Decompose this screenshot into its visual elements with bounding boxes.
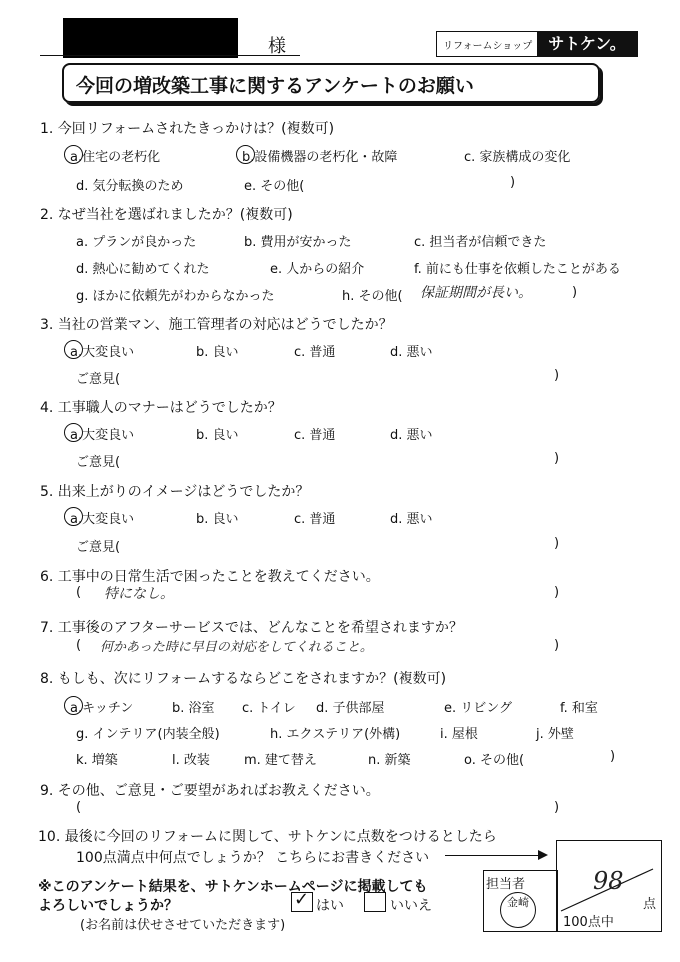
question-1: 1. 今回リフォームされたきっかけは？(複数可)	[40, 121, 335, 137]
q5-option-a: a.大変良い	[70, 512, 135, 527]
q8-option-a: a.キッチン	[70, 701, 134, 716]
name-underline	[40, 55, 300, 56]
q1-option-d: d. 気分転換のため	[76, 179, 184, 194]
q2-option-h-close: )	[572, 285, 578, 300]
q8-option-h: h. エクステリア(外構)	[270, 727, 401, 742]
question-4: 4. 工事職人のマナーはどうでしたか？	[40, 400, 282, 416]
q9-close: )	[554, 800, 560, 815]
q3-option-a: a.大変良い	[70, 345, 135, 360]
q1-option-c: c. 家族構成の変化	[464, 150, 571, 165]
q6-close: )	[554, 585, 560, 600]
question-9: 9. その他、ご意見・ご要望があればお教えください。	[40, 783, 380, 799]
q3-option-b: b. 良い	[196, 345, 239, 360]
staff-label: 担当者	[486, 877, 526, 892]
q4-option-c: c. 普通	[294, 428, 336, 443]
stamp-text: 金崎	[507, 896, 529, 909]
q8-option-e: e. リビング	[444, 701, 513, 716]
question-10-line1: 10. 最後に今回のリフォームに関して、サトケンに点数をつけるとしたら	[38, 829, 497, 845]
q3-option-d: d. 悪い	[390, 345, 433, 360]
q7-handwritten-answer: 何かあった時に早目の対応をしてくれること。	[100, 640, 373, 655]
staff-stamp	[500, 892, 536, 928]
q8-option-i: i. 屋根	[440, 727, 478, 742]
q9-open: (	[76, 800, 82, 815]
q3-opinion-close: )	[554, 368, 560, 383]
question-10-line2: 100点満点中何点でしょうか？ こちらにお書きください	[76, 850, 430, 866]
q8-option-o-close: )	[610, 749, 616, 764]
redacted-name	[63, 18, 238, 58]
check-mark: ✓	[294, 889, 310, 910]
q3-option-c: c. 普通	[294, 345, 336, 360]
question-5: 5. 出来上がりのイメージはどうでしたか？	[40, 484, 310, 500]
q3-opinion-label: ご意見(	[76, 372, 121, 387]
q2-option-h: h. その他(	[342, 289, 403, 304]
q8-option-n: n. 新築	[368, 753, 411, 768]
q4-opinion-close: )	[554, 451, 560, 466]
company-logo	[436, 31, 638, 57]
q5-opinion-label: ご意見(	[76, 540, 121, 555]
q6-open: (	[76, 585, 82, 600]
q5-option-b: b. 良い	[196, 512, 239, 527]
question-8: 8. もしも、次にリフォームするならどこをされますか？(複数可)	[40, 671, 447, 687]
q5-option-c: c. 普通	[294, 512, 336, 527]
publish-consent-line1: ※このアンケート結果を、サトケンホームページに掲載しても	[38, 879, 428, 895]
q2-handwritten-answer: 保証期間が長い。	[420, 285, 532, 301]
q2-option-d: d. 熱心に勧めてくれた	[76, 262, 210, 277]
question-6: 6. 工事中の日常生活で困ったことを教えてください。	[40, 569, 380, 585]
score-max: 100点中	[563, 915, 614, 930]
q1-option-e: e. その他(	[244, 179, 305, 194]
q8-option-k: k. 増築	[76, 753, 118, 768]
q5-option-d: d. 悪い	[390, 512, 433, 527]
staff-box	[483, 870, 558, 932]
q8-option-m: m. 建て替え	[244, 753, 317, 768]
q2-option-c: c. 担当者が信頼できた	[414, 235, 547, 250]
q4-opinion-label: ご意見(	[76, 455, 121, 470]
yes-label: はい	[316, 898, 344, 914]
q4-option-d: d. 悪い	[390, 428, 433, 443]
q2-option-e: e. 人からの紹介	[270, 262, 365, 277]
logo-small-text: リフォームショップ	[443, 41, 533, 52]
q8-option-o: o. その他(	[464, 753, 525, 768]
q6-handwritten-answer: 特になし。	[104, 586, 174, 602]
title-box	[62, 63, 600, 103]
q2-option-b: b. 費用が安かった	[244, 235, 352, 250]
yes-checkbox[interactable]	[291, 889, 313, 912]
q8-option-j: j. 外壁	[536, 727, 574, 742]
q7-close: )	[554, 638, 560, 653]
q4-option-b: b. 良い	[196, 428, 239, 443]
q7-open: (	[76, 638, 82, 653]
question-2: 2. なぜ当社を選ばれましたか？(複数可)	[40, 207, 293, 223]
q5-opinion-close: )	[554, 536, 560, 551]
no-label: いいえ	[390, 898, 432, 914]
q8-option-d: d. 子供部屋	[316, 701, 385, 716]
arrow-line	[445, 855, 545, 856]
score-box	[556, 840, 662, 932]
q8-option-f: f. 和室	[560, 701, 598, 716]
q2-option-g: g. ほかに依頼先がわからなかった	[76, 289, 275, 304]
no-checkbox[interactable]	[364, 892, 386, 912]
question-7: 7. 工事後のアフターサービスでは、どんなことを希望されますか？	[40, 620, 463, 636]
q2-option-a: a. プランが良かった	[76, 235, 197, 250]
q8-option-g: g. インテリア(内装全般)	[76, 727, 220, 742]
arrow-head	[538, 850, 548, 860]
logo-brand: サトケン。	[537, 32, 637, 56]
q1-option-e-close: )	[510, 175, 516, 190]
question-3: 3. 当社の営業マン、施工管理者の対応はどうでしたか？	[40, 317, 393, 333]
q1-option-b: b.設備機器の老朽化・故障	[242, 150, 398, 165]
honorific: 様	[268, 36, 286, 57]
score-unit: 点	[643, 897, 657, 912]
name-hidden-note: (お名前は伏せさせていただきます)	[80, 918, 286, 933]
q8-option-l: l. 改装	[172, 753, 210, 768]
q1-option-a: a.住宅の老朽化	[70, 150, 161, 165]
q2-option-f: f. 前にも仕事を依頼したことがある	[414, 262, 621, 277]
q8-option-b: b. 浴室	[172, 701, 215, 716]
q8-option-c: c. トイレ	[242, 701, 296, 716]
publish-consent-line2: よろしいでしょうか？	[38, 898, 178, 914]
score-value: 98	[593, 867, 624, 895]
page-title: 今回の増改築工事に関するアンケートのお願い	[76, 75, 474, 97]
q4-option-a: a.大変良い	[70, 428, 135, 443]
